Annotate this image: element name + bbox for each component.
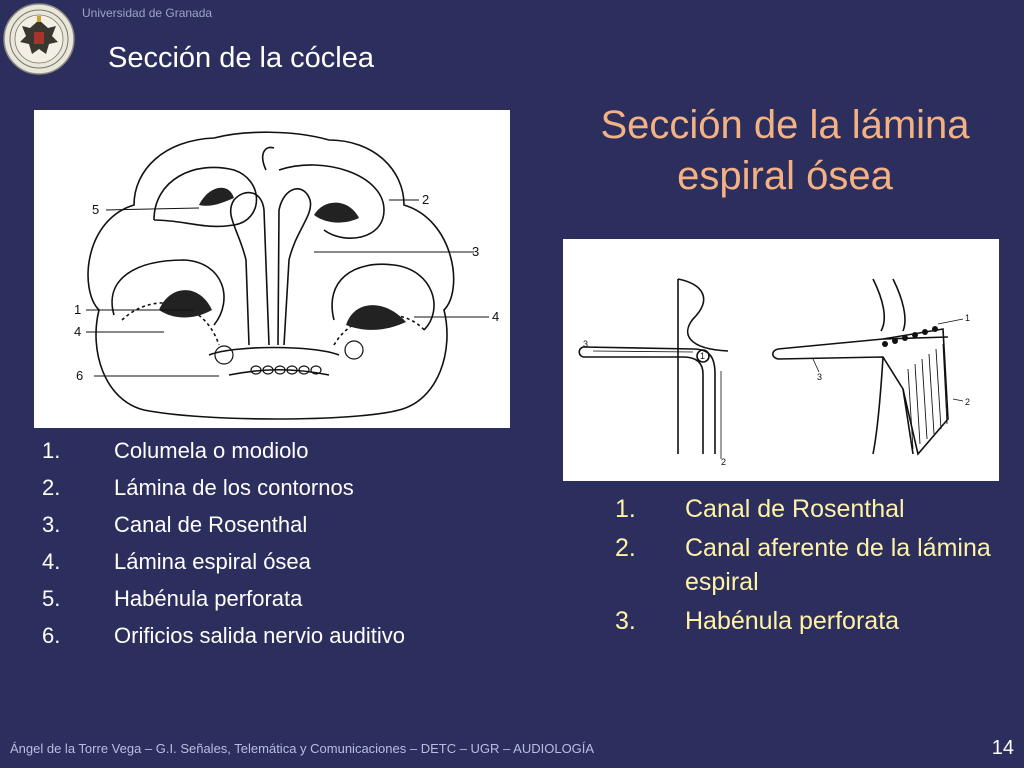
list-item-text: Habénula perforata [114,586,303,611]
list-item-number: 1. [615,495,636,523]
cochlea-label-5: 5 [92,202,100,217]
university-name: Universidad de Granada [82,6,213,20]
list-item-number: 1. [42,438,61,463]
list-item [42,432,405,469]
list-item-text: Lámina espiral ósea [114,549,311,574]
cochlea-label-4-left: 4 [74,324,82,339]
cochlea-section-drawing [34,110,510,428]
section-heading-line-1: Sección de la lámina [600,103,970,147]
list-item-number: 6. [42,623,61,648]
cochlea-section-figure [34,110,510,428]
list-item [615,604,1010,638]
list-item-number: 4. [42,549,61,574]
section-heading-line-2: espiral ósea [677,154,893,198]
page-number: 14 [991,737,1014,759]
lamina-right-label-1: 1 [965,313,971,323]
list-item [42,580,405,617]
list-item-text: Canal de Rosenthal [114,512,308,537]
list-item-text: Lámina de los contornos [114,475,354,500]
university-seal-logo [2,2,76,76]
list-item-text: Habénula perforata [685,607,900,635]
lamina-parts-list [615,492,1010,643]
list-item [42,543,405,580]
list-item [615,531,1010,599]
spiral-lamina-drawing [563,239,999,481]
lamina-right-label-2: 2 [965,397,971,407]
lamina-left-label-2: 2 [721,457,727,467]
list-item [615,492,1010,526]
list-item-text: Orificios salida nervio auditivo [114,623,406,648]
cochlea-label-3: 3 [472,244,480,259]
slide-title: Sección de la cóclea [108,42,374,74]
list-item [42,506,405,543]
list-item-number: 5. [42,586,61,611]
list-item-text: Canal de Rosenthal [685,495,905,523]
cochlea-label-4-right: 4 [492,309,500,324]
section-heading [560,100,1010,202]
cochlea-label-2: 2 [422,192,430,207]
list-item-number: 3. [615,607,636,635]
list-item-text: Canal aferente de la lámina espiral [685,534,991,596]
list-item-text: Columela o modiolo [114,438,309,463]
list-item [42,469,405,506]
list-item-number: 2. [42,475,61,500]
list-item [42,617,405,654]
lamina-right-label-3: 3 [817,372,823,382]
lamina-left-label-1: 1 [700,351,706,361]
list-item-number: 3. [42,512,61,537]
list-item-number: 2. [615,534,636,562]
cochlea-label-6: 6 [76,368,84,383]
lamina-left-label-3: 3 [583,339,589,349]
spiral-lamina-figure [563,239,999,481]
cochlea-label-1: 1 [74,302,82,317]
footer-credits: Ángel de la Torre Vega – G.I. Señales, Telemática y Comunicaciones – DETC – UGR – AUDIOLOGÍA [10,741,595,756]
cochlea-parts-list [42,432,405,654]
